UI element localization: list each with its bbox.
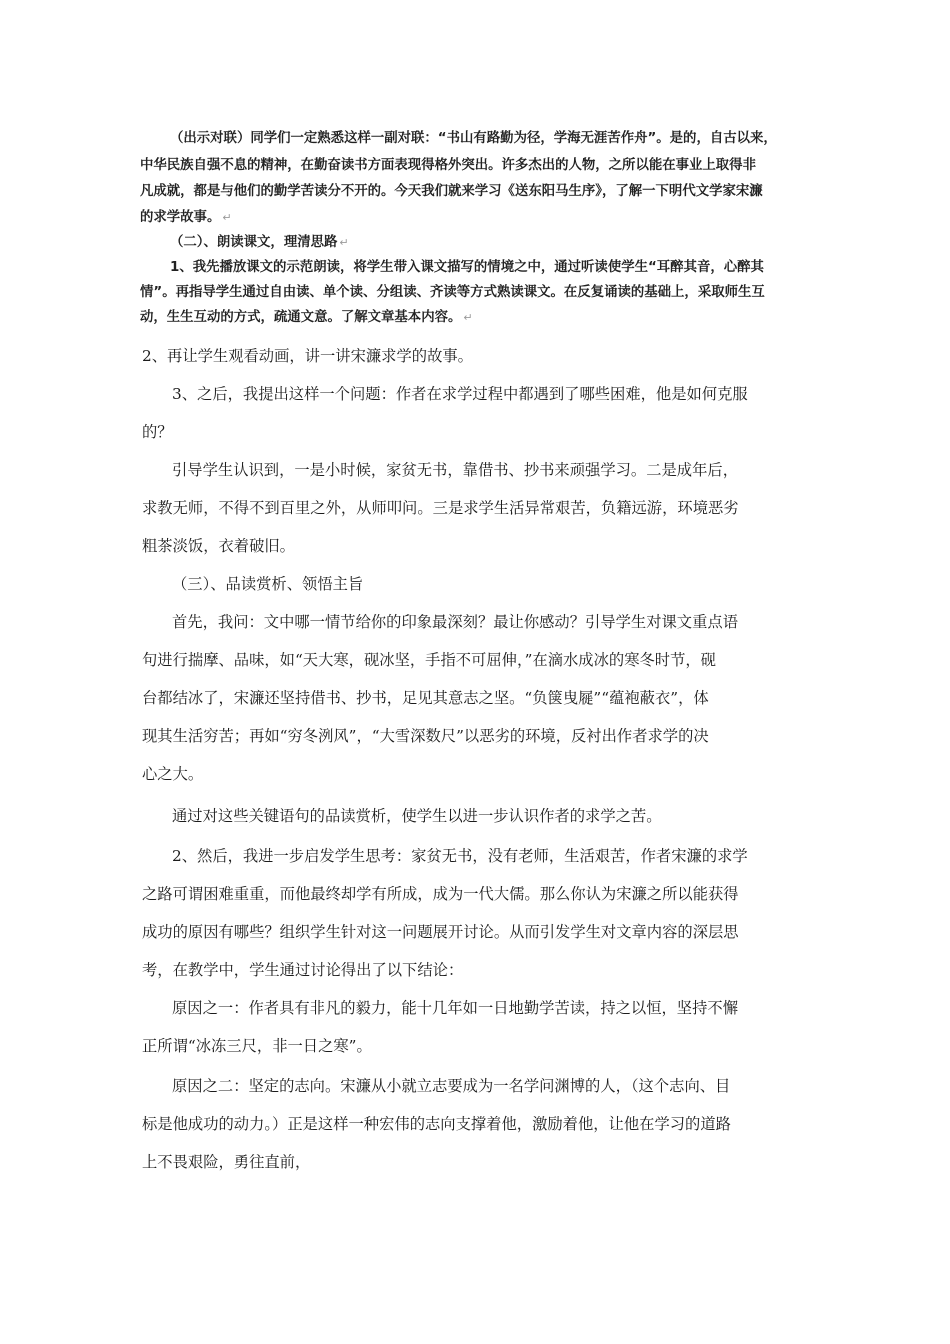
paragraph-line: 标是他成功的动力。）正是这样一种宏伟的志向支撑着他，激励着他，让他在学习的道路	[142, 1115, 731, 1133]
embedded-text-image	[140, 116, 815, 326]
paragraph-line: 台都结冰了，宋濂还坚持借书、抄书，足见其意志之坚。“负箧曳屣”“蕴袍蔽衣”，体	[142, 689, 709, 707]
paragraph-line: 上不畏艰险，勇往直前，	[142, 1153, 311, 1171]
paragraph-line: 心之大。	[142, 765, 204, 783]
image-text-line: （出示对联）同学们一定熟悉这样一副对联：“书山有路勤为径，学海无涯苦作舟”。是的，自古以来，	[170, 131, 777, 146]
paragraph-line: 句进行揣摩、品味，如“天大寒，砚冰坚，手指不可屈伸，”在滴水成冰的寒冬时节，砚	[142, 651, 716, 669]
image-text-line: 情”。再指导学生通过自由读、单个读、分组读、齐读等方式熟读课文。在反复诵读的基础上，采取师生互	[140, 285, 765, 300]
paragraph-line: 引导学生认识到，一是小时候，家贫无书，靠借书、抄书来顽强学习。二是成年后，	[172, 461, 738, 479]
paragraph-line: 求教无师，不得不到百里之外，从师叩问。三是求学生活异常艰苦，负籍远游，环境恶劣	[142, 499, 739, 517]
return-mark-icon: ↵	[463, 311, 473, 324]
return-mark-icon: ↵	[222, 211, 232, 224]
image-text-line: 1、我先播放课文的示范朗读，将学生带入课文描写的情境之中，通过听读使学生“耳醉其音，心醉其	[170, 260, 764, 275]
image-text-line: 凡成就，都是与他们的勤学苦读分不开的。今天我们就来学习《送东阳马生序》，了解一下明代文学家宋濂	[140, 184, 763, 199]
paragraph-line: 的？	[142, 423, 173, 441]
paragraph-line: 粗茶淡饭，衣着破旧。	[142, 537, 295, 555]
paragraph-line: 考，在教学中，学生通过讨论得出了以下结论：	[142, 961, 464, 979]
paragraph-line: 之路可谓困难重重，而他最终却学有所成，成为一代大儒。那么你认为宋濂之所以能获得	[142, 885, 739, 903]
image-text-line: 的求学故事。 ↵	[140, 210, 232, 225]
return-mark-icon: ↵	[339, 236, 349, 249]
section-heading: （三）、品读赏析、领悟主旨	[172, 575, 364, 593]
paragraph-line: 现其生活穷苦；再如“穷冬洌风”，“大雪深数尺”以恶劣的环境，反衬出作者求学的决	[142, 727, 709, 745]
paragraph-line: 2、然后，我进一步启发学生思考：家贫无书，没有老师，生活艰苦，作者宋濂的求学	[172, 847, 748, 865]
paragraph-line: 原因之一：作者具有非凡的毅力，能十几年如一日地勤学苦读，持之以恒，坚持不懈	[172, 999, 738, 1017]
paragraph-line: 3、之后，我提出这样一个问题：作者在求学过程中都遇到了哪些困难，他是如何克服	[172, 385, 748, 403]
image-section-heading: （二）、朗读课文，理清思路 ↵	[170, 235, 349, 250]
paragraph-line: 首先，我问：文中哪一情节给你的印象最深刻？最让你感动？引导学生对课文重点语	[172, 613, 738, 631]
paragraph-line: 成功的原因有哪些？组织学生针对这一问题展开讨论。从而引发学生对文章内容的深层思	[142, 923, 739, 941]
paragraph-line: 原因之二：坚定的志向。宋濂从小就立志要成为一名学问渊博的人，（这个志向、目	[172, 1077, 731, 1095]
image-text-line: 中华民族自强不息的精神，在勤奋读书方面表现得格外突出。许多杰出的人物，之所以能在事业上取得非	[140, 158, 756, 173]
image-text-line: 动，生生互动的方式，疏通文意。了解文章基本内容。 ↵	[140, 310, 473, 325]
paragraph-line: 通过对这些关键语句的品读赏析，使学生以进一步认识作者的求学之苦。	[172, 807, 662, 825]
paragraph-line: 正所谓“冰冻三尺，非一日之寒”。	[142, 1037, 372, 1055]
paragraph-line: 2、再让学生观看动画，讲一讲宋濂求学的故事。	[142, 347, 473, 365]
